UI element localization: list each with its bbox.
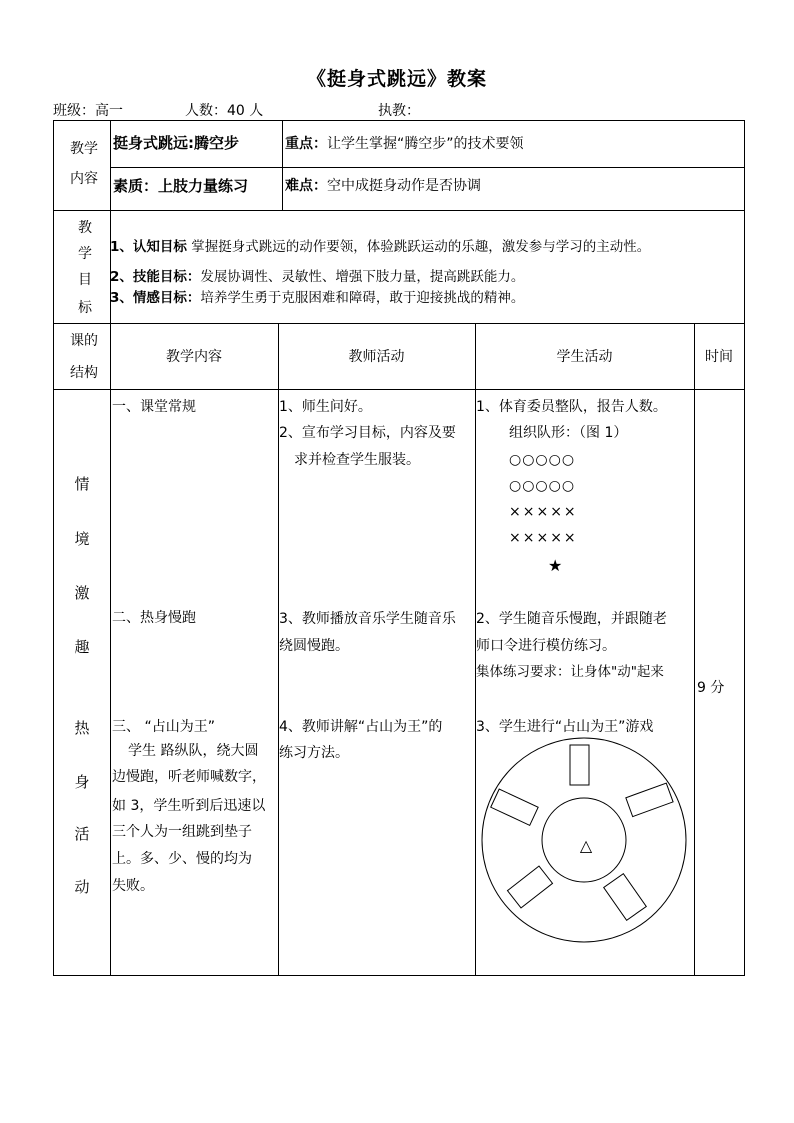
section-label-char: 激 [74, 584, 90, 602]
difficulty-label: 难点： [285, 178, 327, 194]
formation-label: 组织队形：（图 1） [509, 425, 628, 441]
teacher-item-3-cont: 绕圆慢跑。 [279, 638, 349, 654]
goal-1-label: 1、认知目标 [110, 239, 187, 255]
student-item-2: 2、学生随音乐慢跑，并跟随老 [476, 611, 667, 627]
time-value: 9 分 [697, 680, 725, 696]
mat [626, 783, 673, 817]
student-item-1: 1、体育委员整队，报告人数。 [476, 399, 667, 415]
goal-2-label: 2、技能目标： [110, 269, 201, 285]
mat [604, 874, 647, 921]
content-item-2: 二、热身慢跑 [112, 610, 196, 626]
content-item-3-line: 学生 路纵队，绕大圆 [128, 743, 259, 759]
lesson-topic: 挺身式跳远:腾空步 [113, 134, 239, 152]
student-item-2-cont: 师口令进行模仿练习。 [476, 638, 616, 654]
class-label: 班级：高一 [53, 103, 123, 119]
content-item-3-line: 上。多、少、慢的均为 [112, 851, 252, 867]
teacher-item-4: 4、教师讲解“占山为王”的 [279, 719, 443, 735]
content-row-label-1: 教学 [70, 141, 98, 157]
section-label-char: 热 [74, 719, 90, 737]
teacher-item-2-cont: 求并检查学生服装。 [294, 452, 420, 468]
header-time: 时间 [705, 349, 733, 365]
header-student: 学生活动 [556, 349, 613, 365]
formation-row: ○○○○○ [509, 478, 576, 494]
content-item-1: 一、课堂常规 [112, 399, 196, 415]
teacher-item-4-cont: 练习方法。 [279, 745, 349, 761]
goals-label-3: 目 [78, 272, 92, 288]
goals-label-2: 学 [78, 246, 92, 262]
section-label-char: 活 [74, 825, 90, 843]
header-content: 教学内容 [166, 349, 222, 365]
teacher-item-1: 1、师生问好。 [279, 399, 372, 415]
key-point-text: 让学生掌握“腾空步”的技术要领 [327, 136, 524, 152]
goal-3-label: 3、情感目标： [110, 290, 201, 306]
formation-row: ××××× [509, 530, 578, 546]
section-label-char: 动 [74, 878, 90, 896]
header-structure-1: 课的 [70, 333, 98, 349]
teacher-star-icon: ★ [548, 556, 563, 575]
teacher-item-2: 2、宣布学习目标，内容及要 [279, 425, 456, 441]
mat [491, 789, 538, 825]
goal-3-text: 培养学生勇于克服困难和障碍，敢于迎接挑战的精神。 [200, 290, 525, 306]
content-item-3: 三、 “占山为王” [112, 719, 215, 735]
section-label-char: 境 [74, 530, 90, 548]
mat [507, 866, 552, 908]
difficulty-text: 空中成挺身动作是否协调 [327, 178, 481, 194]
mat [570, 745, 589, 785]
content-item-3-line: 三个人为一组跳到垫子 [112, 824, 252, 840]
content-row-label-2: 内容 [70, 171, 98, 187]
section-label-char: 身 [74, 773, 90, 791]
header-teacher: 教师活动 [348, 349, 405, 365]
header-structure-2: 结构 [70, 365, 98, 381]
section-label-char: 情 [74, 475, 90, 493]
section-label-char: 趣 [74, 638, 90, 656]
student-item-2-req: 集体练习要求：让身体"动"起来 [476, 664, 664, 680]
game-field-diagram [480, 737, 690, 947]
goals-label-1: 教 [78, 220, 92, 236]
content-item-3-line: 如 3，学生听到后迅速以 [112, 798, 266, 814]
content-item-3-line: 边慢跑，听老师喊数字， [112, 769, 266, 785]
key-point-label: 重点： [285, 136, 327, 152]
formation-row: ○○○○○ [509, 452, 576, 468]
center-triangle-icon: △ [579, 836, 593, 855]
teacher-item-3: 3、教师播放音乐学生随音乐 [279, 611, 456, 627]
teacher-label: 执教： [378, 103, 420, 119]
goals-label-4: 标 [78, 300, 92, 316]
goal-1-text: 掌握挺身式跳远的动作要领，体验跳跃运动的乐趣，激发参与学习的主动性。 [186, 239, 651, 255]
formation-row: ××××× [509, 504, 578, 520]
page-title: 《挺身式跳远》教案 [306, 68, 487, 90]
count-label: 人数：40 人 [185, 103, 264, 119]
goal-2-text: 发展协调性、灵敏性、增强下肢力量，提高跳跃能力。 [200, 269, 525, 285]
content-item-3-line: 失败。 [112, 878, 154, 894]
student-item-3: 3、学生进行“占山为王”游戏 [476, 719, 654, 735]
lesson-quality: 素质：上肢力量练习 [113, 177, 249, 195]
